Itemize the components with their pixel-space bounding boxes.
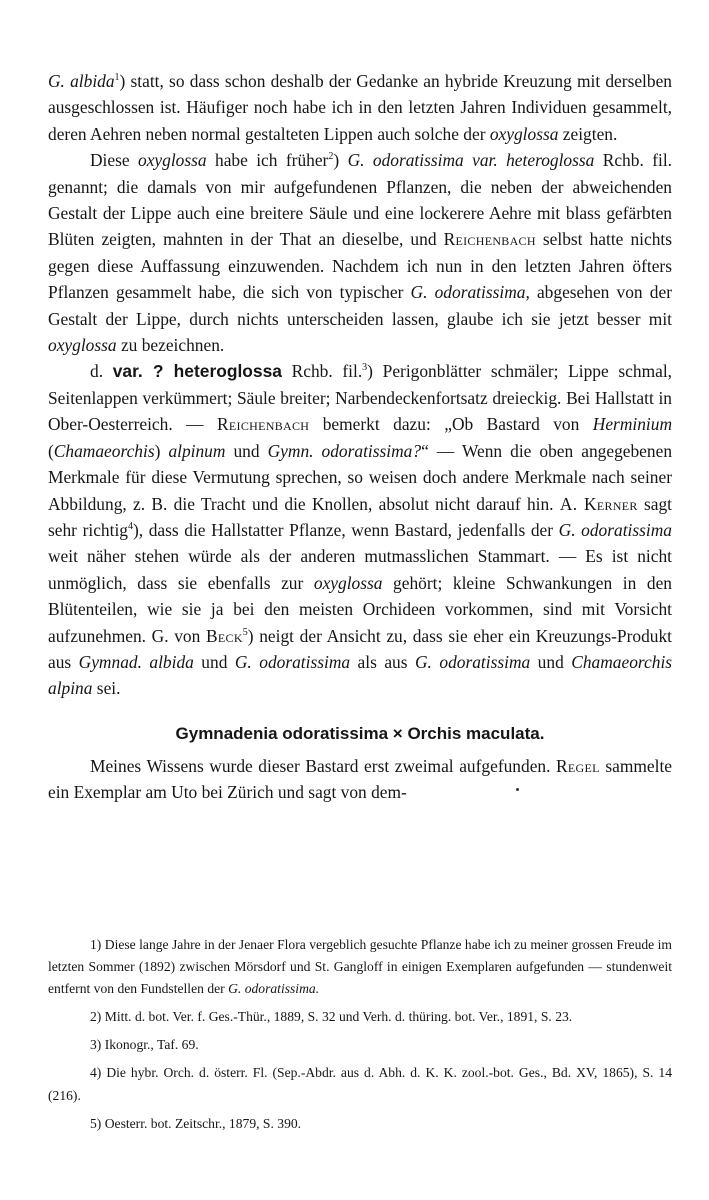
taxon-name: oxyglossa (138, 150, 207, 171)
print-speck (516, 788, 519, 791)
footnote-number: 5) (90, 1115, 102, 1131)
text-run: und (225, 440, 268, 461)
taxon-name: Herminium (592, 414, 672, 435)
author-name: Reichenbach (443, 229, 536, 250)
taxon-name: G. odoratissima. (228, 981, 320, 997)
text-run: bemerkt dazu: „Ob Bastard von (309, 414, 593, 435)
footnote-number: 1) (90, 937, 102, 952)
main-text (48, 68, 672, 806)
taxon-name: Gymn. odoratissima? (267, 440, 422, 461)
text-run: ) (154, 440, 169, 461)
taxon-name: G. odoratissima (234, 651, 351, 672)
taxon-name: G. albida (48, 71, 115, 91)
taxon-name: Chamaeorchis alpina (48, 651, 673, 699)
footnote-text: Oesterr. bot. Zeitschr., 1879, S. 390. (101, 1115, 302, 1131)
footnote-text: Mitt. d. bot. Ver. f. Ges.-Thür., 1889, S. 32 und Verh. d. thüring. bot. Ver., 1891, S. 23. (101, 1009, 573, 1025)
footnote-text: Die hybr. Orch. d. österr. Fl. (Sep.-Abdr. aus d. Abh. d. K. K. zool.-bot. Ges., Bd. XV, 1865), S. 14 (216). (48, 1065, 672, 1103)
text-run: ) (333, 150, 348, 171)
text-run: sagt sehr richtig (48, 493, 672, 540)
footnote-text: Ikonogr., Taf. 69. (101, 1037, 199, 1053)
taxon-name: Gymnad. albida (78, 651, 194, 672)
text-run: gehört; kleine Schwankungen in den Blütenteilen, wie sie ja bei den meisten Orchideen vorkommen, sind mit Vorsicht aufzunehmen. G. von (48, 572, 672, 646)
paragraph-2 (48, 147, 672, 358)
footnote-1 (48, 934, 672, 1000)
text-run: Rchb. fil. (281, 361, 363, 382)
paragraph-4 (48, 753, 672, 806)
text-run: abgesehen von der Gestalt der Lippe, durch nichts unterscheiden lassen, glaube ich sie jetzt besser mit (48, 282, 672, 329)
text-run: ( (48, 440, 54, 461)
footnote-ref[interactable]: 2 (328, 151, 334, 163)
taxon-name: oxyglossa (313, 572, 383, 593)
text-run: zu bezeichnen. (116, 335, 225, 356)
text-run: und (193, 651, 235, 672)
text-run: selbst hatte nichts gegen diese Auffassung einzuwenden. Nachdem ich nun in den letzten Jahren öfters Pflanzen gesammelt habe, die sich von typischer (48, 229, 672, 303)
footnote-2 (48, 1006, 672, 1028)
footnote-3 (48, 1034, 672, 1056)
text-run: Diese (90, 150, 138, 171)
footnote-number: 3) (90, 1037, 102, 1053)
section-heading: Gymnadenia odoratissima × Orchis maculata. (175, 723, 545, 743)
taxon-name: alpinum (168, 440, 226, 461)
footnote-number: 4) (90, 1065, 102, 1081)
variety-name: var. ? heteroglossa (112, 361, 282, 382)
text-run: zeigten. (558, 123, 618, 144)
taxon-name: Chamaeorchis (53, 440, 155, 461)
text-run: als aus (350, 651, 415, 672)
footnote-ref[interactable]: 5 (242, 626, 248, 638)
footnote-ref[interactable]: 4 (127, 521, 133, 533)
text-run: habe ich früher (206, 150, 329, 171)
text-run: und (530, 651, 572, 672)
footnote-text: Diese lange Jahre in der Jenaer Flora vergeblich gesuchte Pflanze habe ich zu meiner grossen Freude im letzten Sommer (1892) zwischen Mörsdorf und St. Gangloff in einigen Exemplaren aufgefunden — stundenweit entfernt von den Fundstellen der (48, 937, 672, 997)
footnote-number: 2) (90, 1009, 102, 1025)
footnote-4 (48, 1062, 672, 1106)
author-name: Beck (205, 625, 243, 646)
paragraph-1 (48, 68, 672, 147)
paragraph-3 (48, 358, 672, 701)
author-name: A. Kerner (559, 493, 638, 514)
taxon-name: G. odoratissima, (410, 282, 530, 303)
taxon-name: G. odoratissima var. heteroglossa (347, 150, 595, 171)
text-run: Meines Wissens wurde dieser Bastard erst zweimal aufgefunden. (90, 755, 557, 776)
text-run: d. (90, 361, 113, 382)
author-name: Reichenbach (217, 414, 310, 435)
text-run: ) statt, so dass schon deshalb der Gedanke an hybride Kreuzung mit derselben ausgeschlossen ist. Häufiger noch habe ich in den letzten Jahren Individuen gesammelt, deren Aehren neben normal gestalteten Lippen auch solche der (48, 71, 672, 144)
footnote-ref[interactable]: 3 (362, 362, 368, 374)
taxon-name: oxyglossa (489, 123, 559, 144)
text-run: sammelte ein Exemplar am Uto bei Zürich und sagt von dem- (48, 755, 672, 803)
text-run: ), dass die Hallstatter Pflanze, wenn Bastard, jedenfalls der (132, 519, 559, 540)
text-run: Rchb. fil. genannt; die damals von mir aufgefundenen Pflanzen, die neben der abweichenden Gestalt der Lippe auch eine breitere Säule und eine lockerere Aehre mit blass gefärbten Blüten zeigten, mahnten in der That an dieselbe, und (48, 150, 673, 250)
footnote-5 (48, 1113, 672, 1135)
footnote-ref[interactable]: 1 (114, 72, 120, 84)
taxon-name: G. odoratissima (415, 651, 531, 672)
taxon-name: G. odoratissima (558, 519, 673, 540)
footnotes (48, 934, 672, 1135)
text-run: weit näher stehen würde als der anderen mutmasslichen Stammart. — Es ist nicht unmöglich, dass sie ebenfalls zur (48, 546, 672, 593)
text-run: “ — Wenn die oben angegebenen Merkmale für diese Vermutung sprechen, so weisen doch andere Merkmale nach seiner Abbildung, z. B. die Tracht und die Knollen, absolut nicht darauf hin. (48, 440, 673, 514)
text-run: ) neigt der Ansicht zu, dass sie eher ein Kreuzungs-Produkt aus (48, 625, 672, 672)
author-name: Regel (556, 755, 600, 776)
taxon-name: oxyglossa (48, 335, 117, 356)
text-run: sei. (92, 678, 121, 699)
text-run: ) Perigonblätter schmäler; Lippe schmal, Seitenlappen verkümmert; Säule breiter; Narbendeckenfortsatz dreieckig. Bei Hallstatt in Ober-Oesterreich. — (48, 361, 672, 435)
